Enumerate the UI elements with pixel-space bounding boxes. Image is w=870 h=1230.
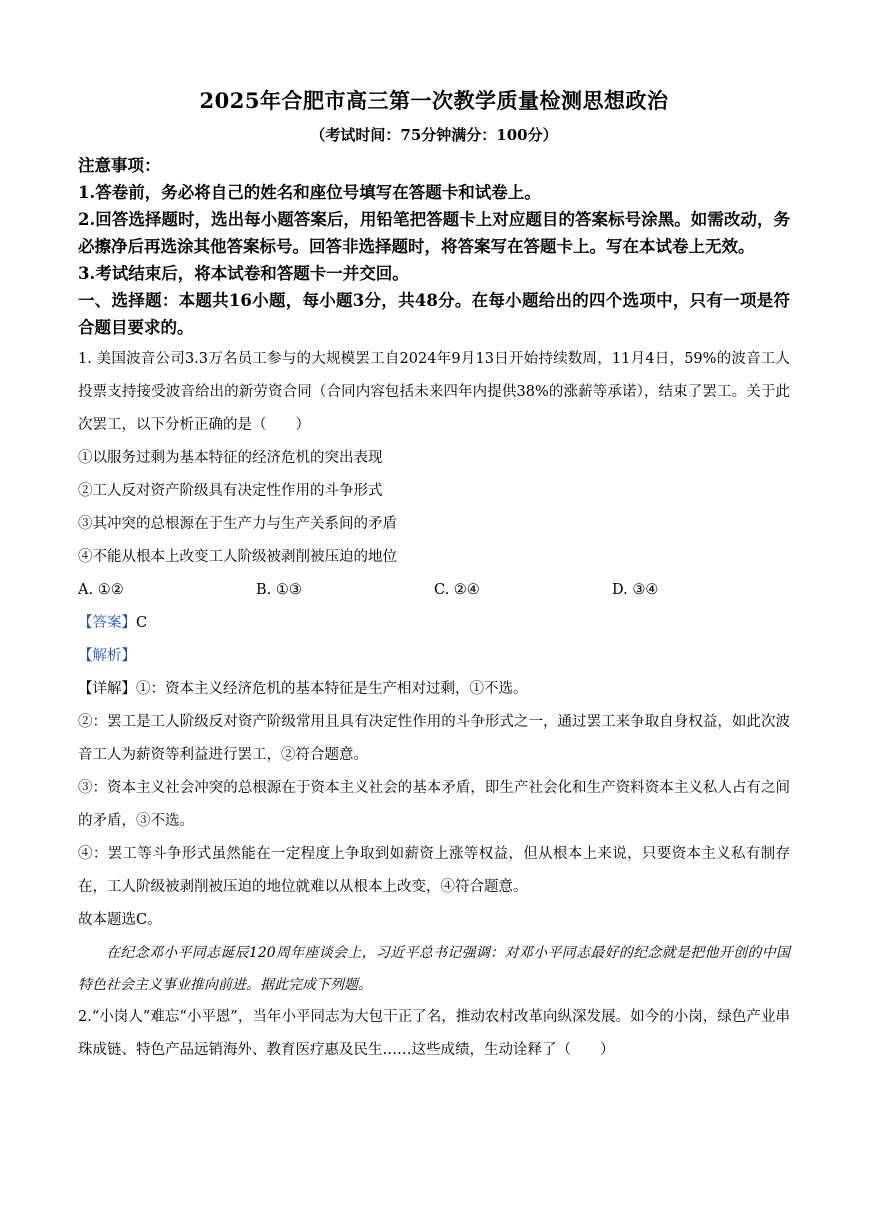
- exam-subtitle: （考试时间：75分钟满分：100分）: [310, 126, 558, 144]
- option-c: C. ②④: [434, 582, 480, 598]
- detail-1: 【详解】①：资本主义经济危机的基本特征是生产相对过剩，①不选。: [78, 681, 528, 697]
- notice-heading: 注意事项：: [78, 156, 161, 175]
- question-1-stem: 1. 美国波音公司3.3万名员工参与的大规模罢工自2024年9月13日开始持续数周，11月4日，59%的波音工人投票支持接受波音给出的新劳资合同（合同内容包括未来四年内提供38%的涨薪等承诺），结束了罢工。关于此次罢工，以下分析正确的是（ ）: [78, 351, 790, 433]
- notice-item-1: 1.答卷前，务必将自己的姓名和座位号填写在答题卡和试卷上。: [78, 183, 541, 202]
- question-1-statement-4: ④不能从根本上改变工人阶级被剥削被压迫的地位: [78, 549, 397, 565]
- option-d: D. ③④: [612, 582, 659, 598]
- option-a: A. ①②: [78, 582, 124, 598]
- question-1-statement-2: ②工人反对资产阶级具有决定性作用的斗争形式: [78, 483, 383, 499]
- question-1-statement-1: ①以服务过剩为基本特征的经济危机的突出表现: [78, 450, 383, 466]
- answer-value: C: [136, 615, 148, 631]
- exam-title: 2025年合肥市高三第一次教学质量检测思想政治: [199, 88, 669, 113]
- exam-page: [78, 86, 790, 1067]
- analysis-tag: 【解析】: [78, 648, 136, 664]
- notice-item-3: 3.考试结束后，将本试卷和答题卡一并交回。: [78, 264, 409, 283]
- detail-3: ③：资本主义社会冲突的总根源在于资本主义社会的基本矛盾，即生产社会化和生产资料资本主义私人占有之间的矛盾，③不选。: [78, 780, 790, 829]
- answer-line: [78, 607, 790, 640]
- notice-item-2: 2.回答选择题时，选出每小题答案后，用铅笔把答题卡上对应题目的答案标号涂黑。如需改动，务必擦净后再选涂其他答案标号。回答非选择题时，将答案写在答题卡上。写在本试卷上无效。: [78, 210, 790, 256]
- material-text: 在纪念邓小平同志诞辰120周年座谈会上，习近平总书记强调：对邓小平同志最好的纪念就是把他开创的中国特色社会主义事业推向前进。据此完成下列题。: [78, 945, 790, 993]
- conclusion: 故本题选C。: [78, 912, 162, 928]
- question-1-options: [78, 574, 790, 607]
- question-1-statement-3: ③其冲突的总根源在于生产力与生产关系间的矛盾: [78, 516, 397, 532]
- option-b: B. ①③: [256, 582, 302, 598]
- detail-2: ②：罢工是工人阶级反对资产阶级常用且具有决定性作用的斗争形式之一，通过罢工来争取自身权益，如此次波音工人为薪资等利益进行罢工，②符合题意。: [78, 714, 790, 763]
- question-2-stem: 2.“小岗人”难忘“小平恩”，当年小平同志为大包干正了名，推动农村改革向纵深发展。如今的小岗，绿色产业串珠成链、特色产品远销海外、教育医疗惠及民生……这些成绩，生动诠释了（ ）: [78, 1009, 790, 1058]
- answer-tag: 【答案】: [78, 615, 136, 631]
- detail-4: ④：罢工等斗争形式虽然能在一定程度上争取到如薪资上涨等权益，但从根本上来说，只要资本主义私有制存在，工人阶级被剥削被压迫的地位就难以从根本上改变，④符合题意。: [78, 846, 790, 895]
- section-heading: 一、选择题：本题共16小题，每小题3分，共48分。在每小题给出的四个选项中，只有一项是符合题目要求的。: [78, 291, 790, 337]
